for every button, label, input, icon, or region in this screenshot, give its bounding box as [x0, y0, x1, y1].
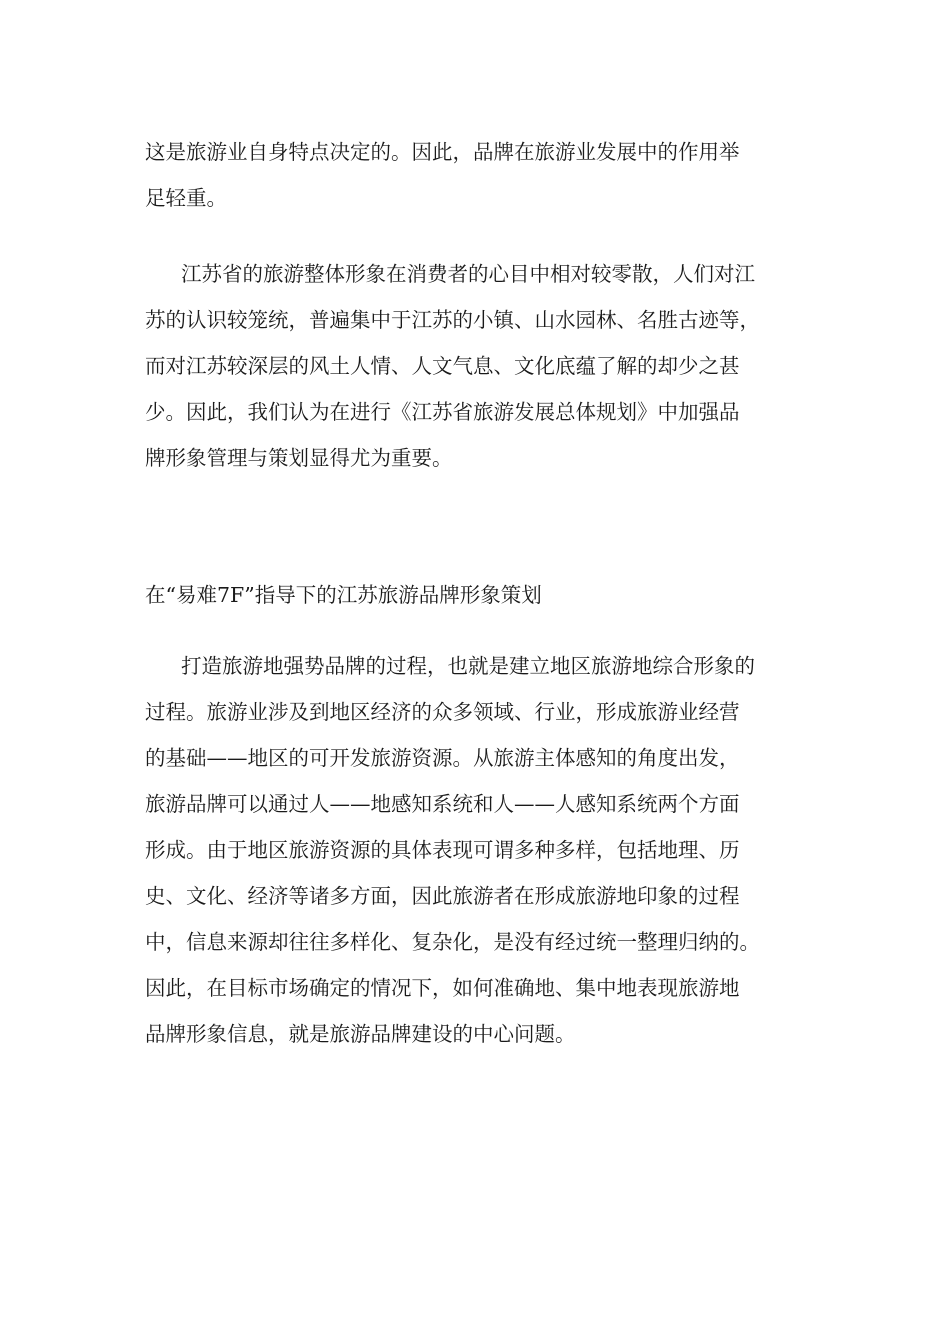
- paragraph-line: 的基础——地区的可开发旅游资源。从旅游主体感知的角度出发，: [145, 746, 740, 770]
- paragraph-line: 苏的认识较笼统，普遍集中于江苏的小镇、山水园林、名胜古迹等，: [145, 308, 760, 332]
- paragraph-line: 旅游品牌可以通过人——地感知系统和人——人感知系统两个方面: [145, 792, 740, 816]
- paragraph-line: 形成。由于地区旅游资源的具体表现可谓多种多样，包括地理、历: [145, 838, 740, 862]
- paragraph-line: 中，信息来源却往往多样化、复杂化，是没有经过统一整理归纳的。: [145, 930, 760, 954]
- paragraph-line: 过程。旅游业涉及到地区经济的众多领域、行业，形成旅游业经营: [145, 700, 740, 724]
- paragraph-line: 少。因此，我们认为在进行《江苏省旅游发展总体规划》中加强品: [145, 400, 740, 424]
- paragraph-line: 而对江苏较深层的风土人情、人文气息、文化底蕴了解的却少之甚: [145, 354, 740, 378]
- paragraph-brand-building: [145, 643, 760, 1057]
- paragraph-brand-importance: [145, 129, 740, 221]
- paragraph-line: 牌形象管理与策划显得尤为重要。: [145, 446, 453, 470]
- paragraph-line: 足轻重。: [145, 186, 227, 210]
- paragraph-line: 因此，在目标市场确定的情况下，如何准确地、集中地表现旅游地: [145, 976, 740, 1000]
- section-heading: 在“易难7F”指导下的江苏旅游品牌形象策划: [145, 583, 542, 607]
- paragraph-line: 打造旅游地强势品牌的过程，也就是建立地区旅游地综合形象的: [181, 654, 755, 678]
- paragraph-jiangsu-image: [145, 251, 760, 481]
- paragraph-line: 江苏省的旅游整体形象在消费者的心目中相对较零散，人们对江: [181, 262, 755, 286]
- paragraph-line: 品牌形象信息，就是旅游品牌建设的中心问题。: [145, 1022, 576, 1046]
- paragraph-line: 这是旅游业自身特点决定的。因此，品牌在旅游业发展中的作用举: [145, 140, 740, 164]
- paragraph-line: 史、文化、经济等诸多方面，因此旅游者在形成旅游地印象的过程: [145, 884, 740, 908]
